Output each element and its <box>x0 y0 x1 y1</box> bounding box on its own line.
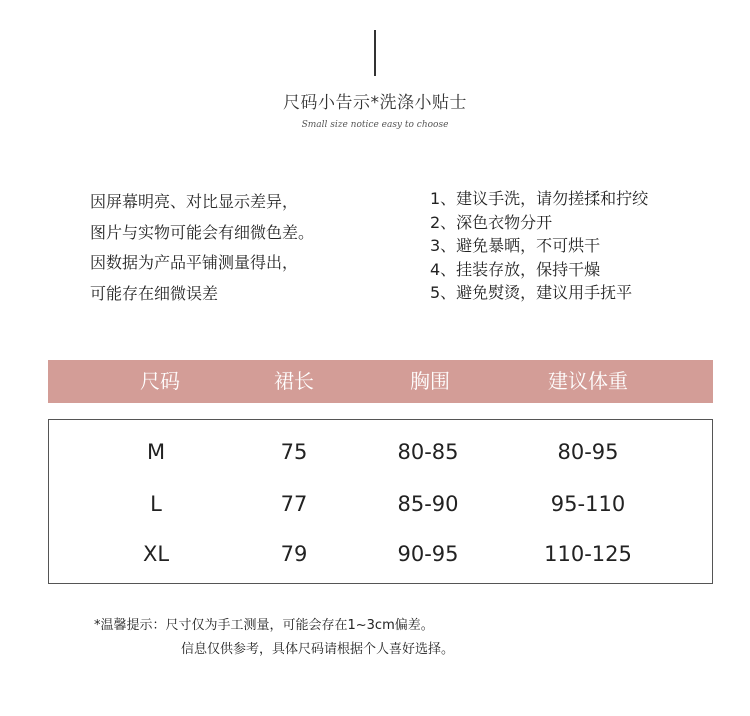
decorative-divider-line <box>374 30 376 76</box>
footnote-line: 信息仅供参考，具体尺码请根据个人喜好选择。 <box>181 642 455 657</box>
table-cell-length: 75 <box>280 440 308 464</box>
column-header-size: 尺码 <box>140 369 180 393</box>
washing-tip: 1、建议手洗，请勿搓揉和拧绞 <box>430 189 649 208</box>
page-title: 尺码小告示*洗涤小贴士 <box>283 93 467 113</box>
table-cell-length: 79 <box>280 542 308 566</box>
table-cell-size: L <box>150 492 162 516</box>
table-cell-bust: 90-95 <box>397 542 459 566</box>
table-cell-weight: 110-125 <box>544 542 632 566</box>
notice-line: 因数据为产品平铺测量得出， <box>90 253 299 272</box>
washing-tip: 4、挂装存放，保持干燥 <box>430 259 601 279</box>
column-header-bust: 胸围 <box>410 369 450 393</box>
washing-tip: 5、避免熨烫，建议用手抚平 <box>430 283 633 302</box>
column-header-length: 裙长 <box>274 369 314 393</box>
size-table-header <box>48 360 713 403</box>
notice-line: 可能存在细微误差 <box>90 283 219 303</box>
display-notice <box>90 187 314 309</box>
table-cell-size: XL <box>142 542 170 566</box>
table-cell-weight: 80-95 <box>557 440 619 464</box>
table-cell-weight: 95-110 <box>550 492 626 516</box>
washing-tip: 2、深色衣物分开 <box>430 212 553 232</box>
size-table-body <box>48 419 713 584</box>
table-cell-size: M <box>146 440 166 464</box>
table-cell-bust: 80-85 <box>397 440 459 464</box>
notice-line: 因屏幕明亮、对比显示差异， <box>90 192 299 211</box>
page-subtitle: Small size notice easy to choose <box>301 120 449 130</box>
footnote-line: *温馨提示：尺寸仅为手工测量，可能会存在1~3cm偏差。 <box>94 618 434 633</box>
table-cell-length: 77 <box>280 492 308 516</box>
table-cell-bust: 85-90 <box>397 492 459 516</box>
column-header-weight: 建议体重 <box>548 369 628 393</box>
washing-tip: 3、避免暴晒，不可烘干 <box>430 236 601 255</box>
washing-tips <box>430 187 648 305</box>
notice-line: 图片与实物可能会有细微色差。 <box>90 222 315 242</box>
